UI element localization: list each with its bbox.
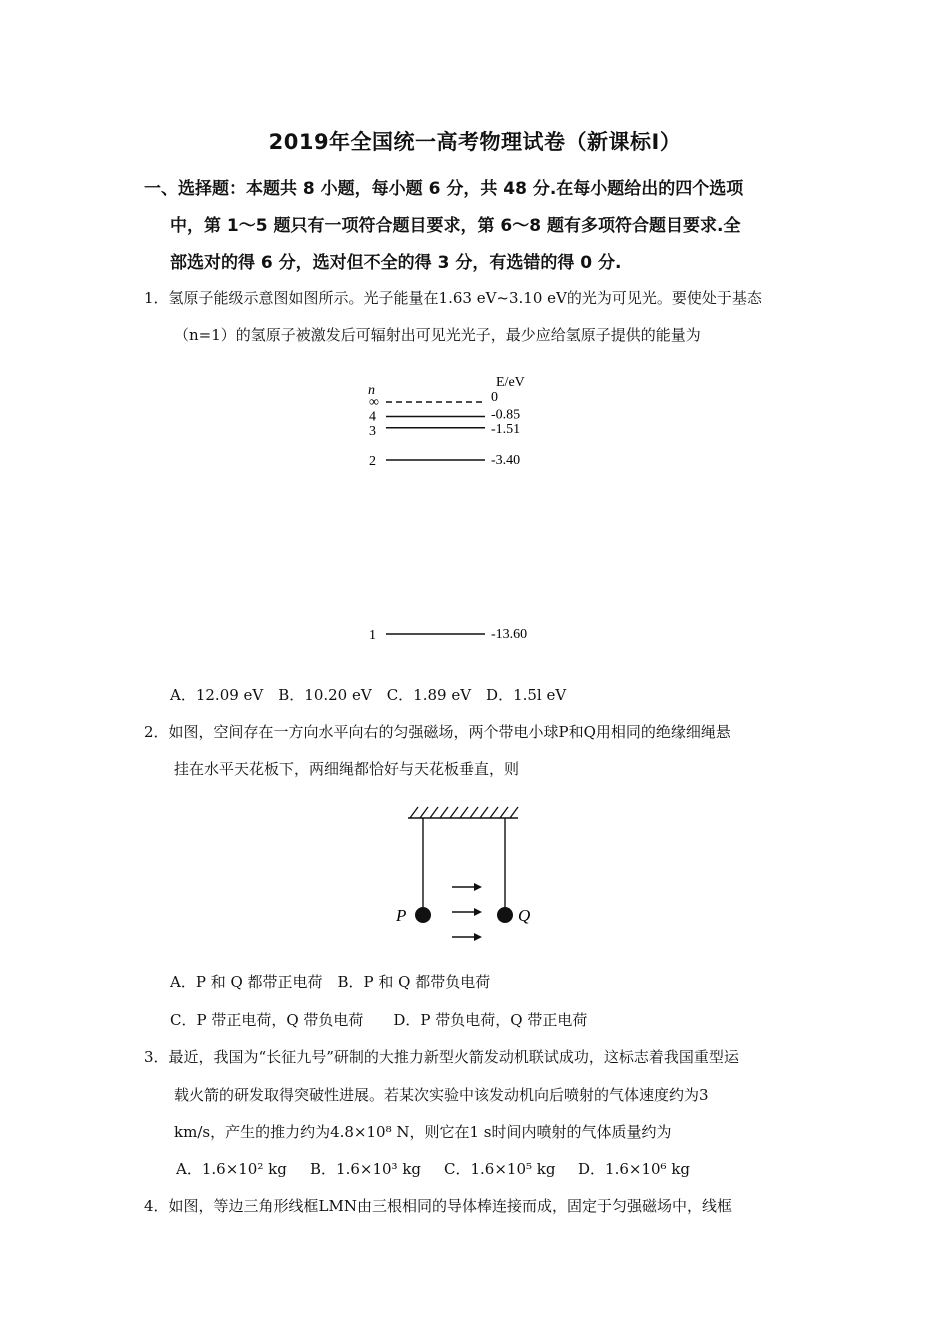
q3-option-c: C．1.6×10⁵ kg: [444, 1160, 556, 1178]
level-energy-label-2: -1.51: [491, 421, 521, 437]
level-n-label-2: 3: [369, 423, 376, 439]
q2-line-2: 挂在水平天花板下，两细绳都恰好与天花板垂直，则: [174, 760, 520, 778]
level-energy-label-3: -3.40: [491, 453, 521, 468]
q2-options-line-2: C．P 带正电荷，Q 带负电荷 D．P 带负电荷，Q 带正电荷: [170, 1011, 588, 1029]
section-instructions-line-1: 一、选择题：本题共 8 小题，每小题 6 分，共 48 分.在每小题给出的四个选项: [144, 179, 744, 199]
level-energy-label-1: -0.85: [491, 407, 521, 423]
q3-line-2: 载火箭的研发取得突破性进展。若某次实验中该发动机向后喷射的气体速度约为3: [174, 1086, 709, 1104]
q3-line-1: 3．最近，我国为“长征九号”研制的大推力新型火箭发动机联试成功，这标志着我国重型运: [144, 1048, 739, 1066]
q1-line-2: （n=1）的氢原子被激发后可辐射出可见光光子，最少应给氢原子提供的能量为: [174, 326, 701, 344]
level-energy-label-4: -13.60: [491, 627, 528, 642]
field-arrow-3: [452, 933, 482, 941]
q3-option-d: D．1.6×10⁶ kg: [578, 1160, 691, 1178]
ball-q: [497, 907, 513, 923]
level-n-label-3: 2: [369, 454, 376, 469]
energy-axis-label: E/eV: [496, 375, 525, 390]
level-n-label-0: ∞: [369, 395, 379, 410]
level-n-label-4: 1: [369, 628, 376, 642]
q1-line-1: 1．氢原子能级示意图如图所示。光子能量在1.63 eV~3.10 eV的光为可见光。要使处于基态: [144, 289, 762, 307]
section-instructions-line-2: 中，第 1～5 题只有一项符合题目要求，第 6～8 题有多项符合题目要求.全: [170, 216, 741, 236]
field-arrow-2: [452, 908, 482, 916]
q3-option-b: B．1.6×10³ kg: [310, 1160, 422, 1178]
level-energy-label-0: 0: [491, 390, 498, 405]
field-arrow-1: [452, 883, 482, 891]
q3-option-a: A．1.6×10² kg: [176, 1160, 287, 1178]
label-p: P: [396, 906, 407, 925]
label-q: Q: [518, 906, 531, 925]
section-instructions-line-3: 部选对的得 6 分，选对但不全的得 3 分，有选错的得 0 分.: [170, 253, 622, 273]
n-axis-label: n: [368, 383, 375, 398]
q1-options: A．12.09 eV B．10.20 eV C．1.89 eV D．1.5l eV: [170, 686, 567, 704]
q4-line-1: 4．如图，等边三角形线框LMN由三根相同的导体棒连接而成，固定于匀强磁场中，线框: [144, 1197, 732, 1215]
q3-line-3: km/s，产生的推力约为4.8×10⁸ N，则它在1 s时间内喷射的气体质量约为: [174, 1123, 672, 1141]
pendulum-field-diagram: [390, 805, 550, 955]
ceiling-hatching: [410, 807, 518, 818]
q2-line-1: 2．如图，空间存在一方向水平向右的匀强磁场，两个带电小球P和Q用相同的绝缘细绳悬: [144, 723, 731, 741]
q2-options-line-1: A．P 和 Q 都带正电荷 B．P 和 Q 都带负电荷: [170, 973, 491, 991]
page-title: 2019年全国统一高考物理试卷（新课标Ⅰ）: [268, 130, 682, 154]
energy-level-diagram: [360, 372, 560, 642]
level-n-label-1: 4: [369, 409, 376, 425]
ball-p: [415, 907, 431, 923]
